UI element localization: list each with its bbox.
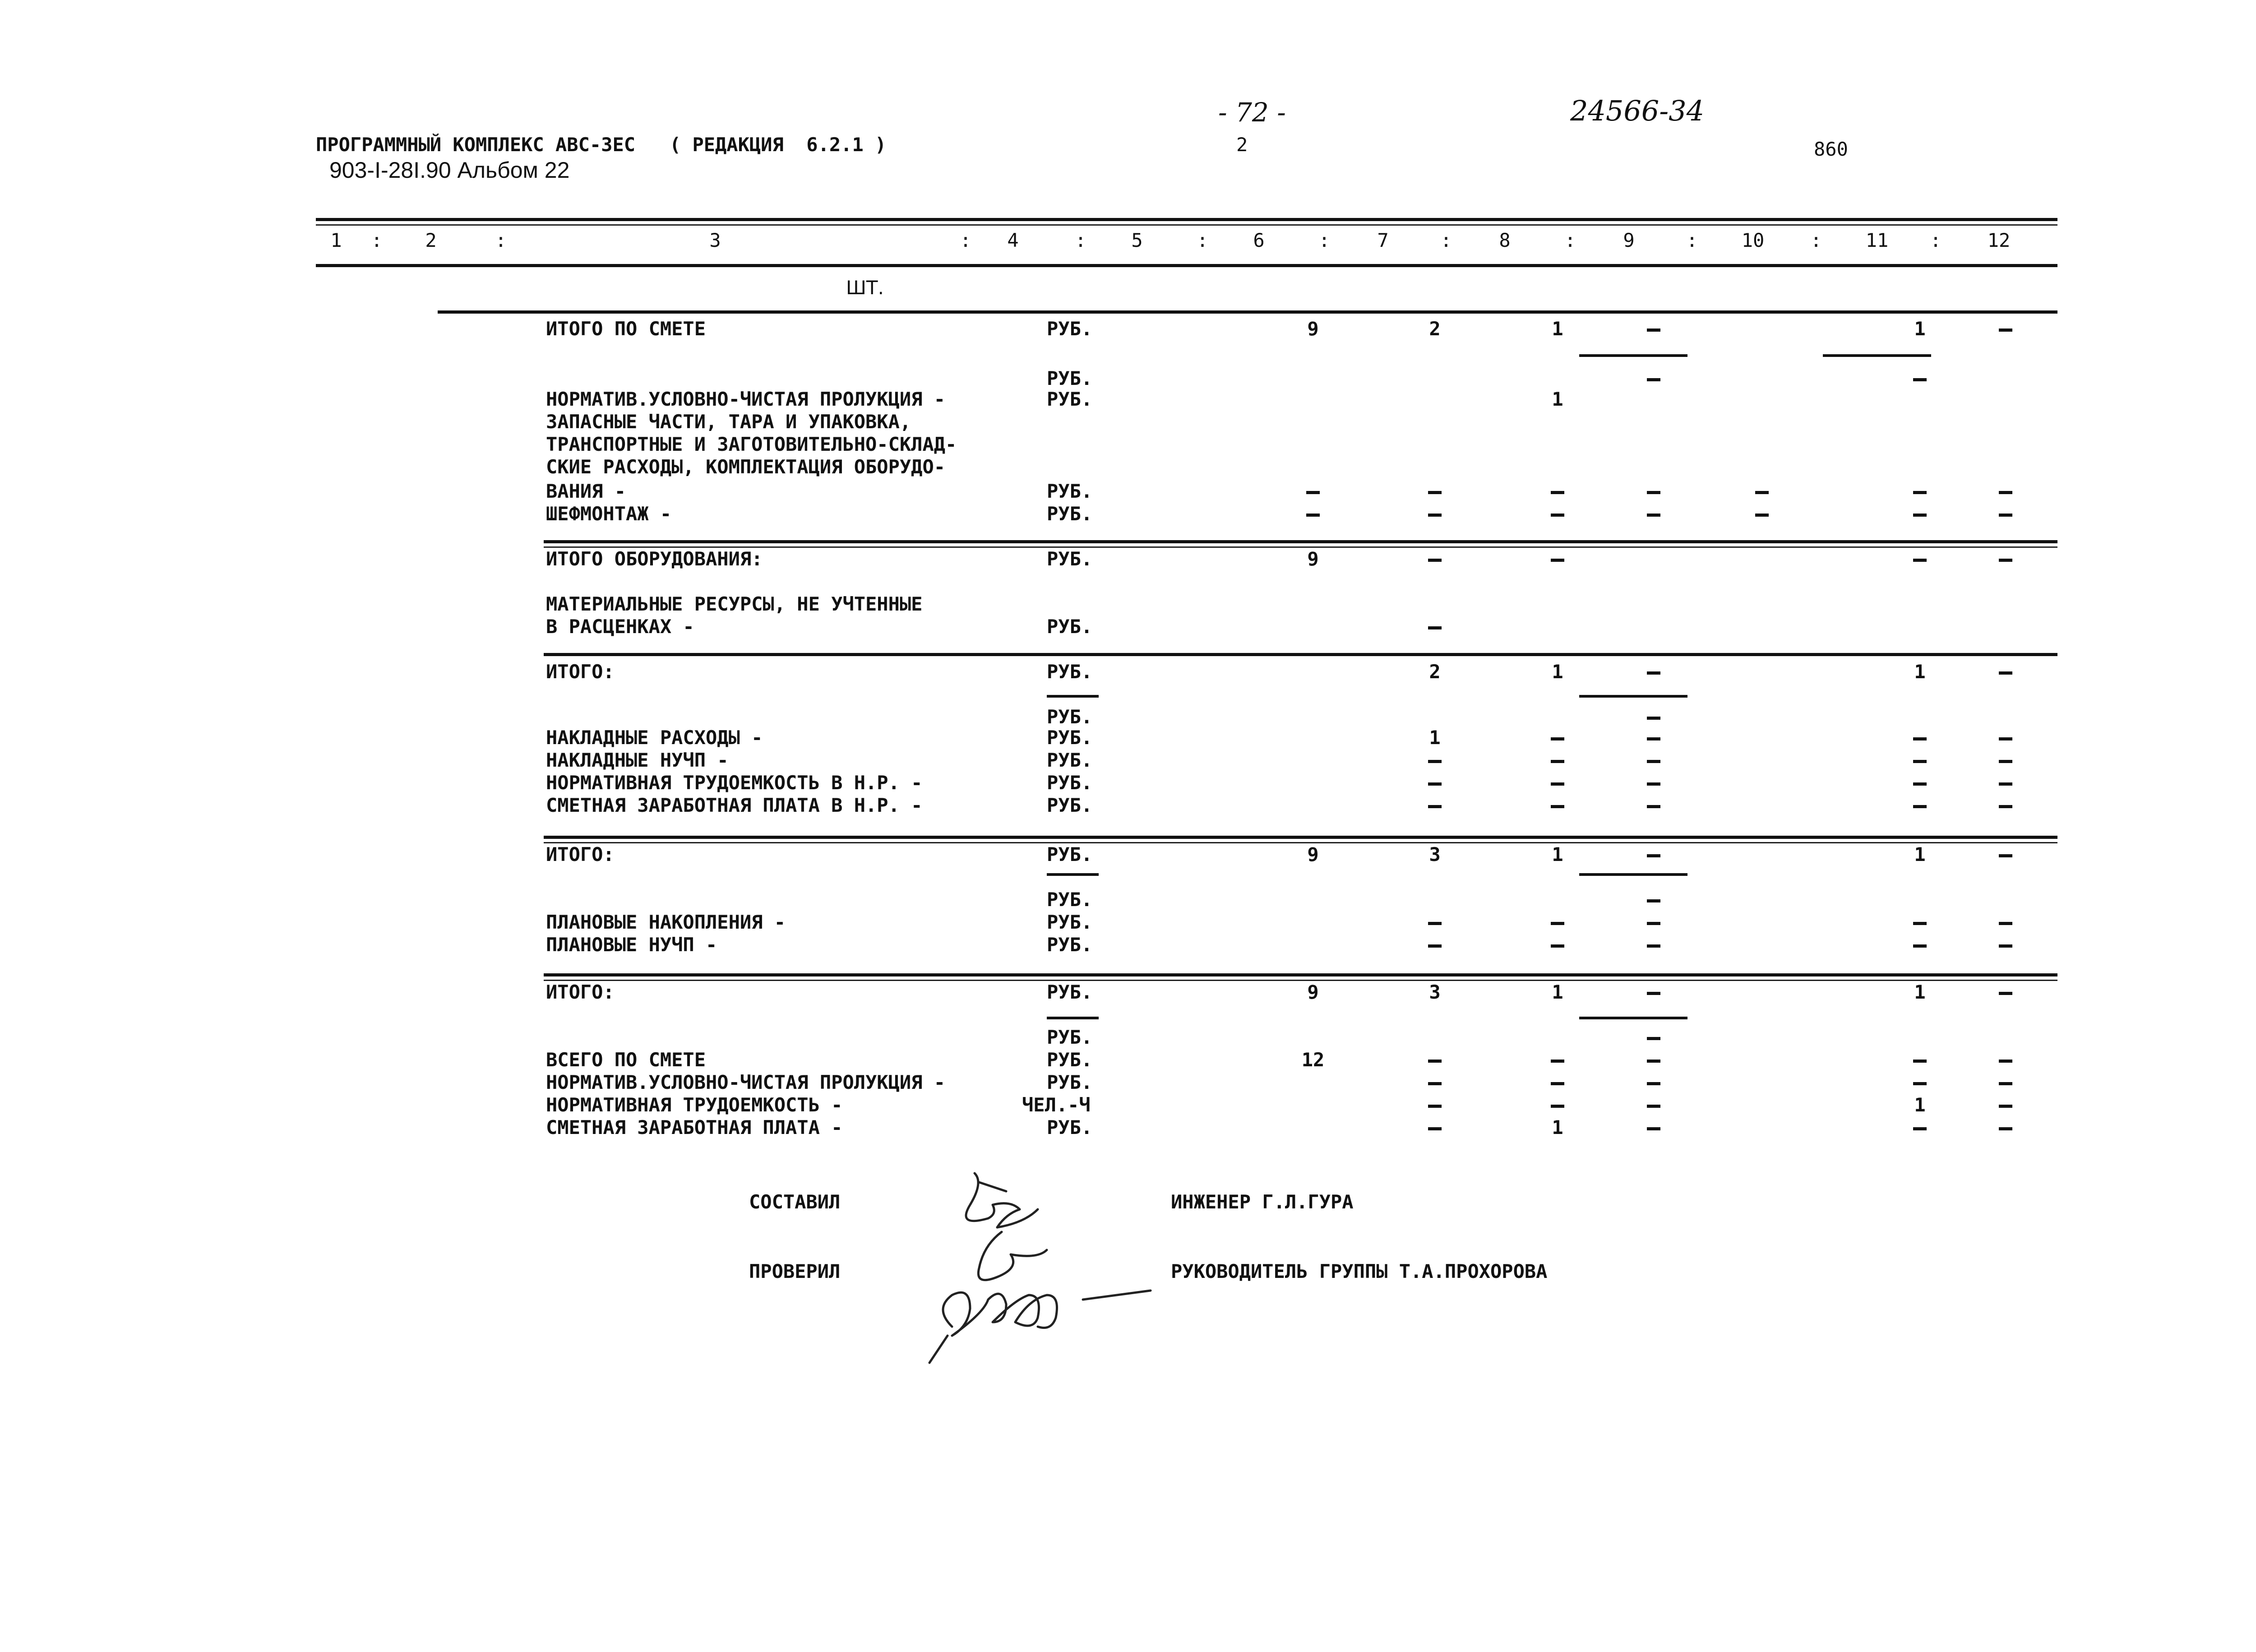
row-label: НОРМАТИВНАЯ ТРУДОЕМКОСТЬ В Н.Р. - xyxy=(546,772,923,794)
cell-dash-col-8 xyxy=(1551,1060,1564,1063)
section-rule-4b xyxy=(544,842,2057,843)
cell-dash-col-8 xyxy=(1551,760,1564,763)
row-unit: РУБ. xyxy=(1047,843,1093,865)
row-unit: РУБ. xyxy=(1047,888,1093,911)
cell-dash-col-7 xyxy=(1428,1105,1442,1108)
total-underline-c11-1 xyxy=(1823,354,1931,357)
compiled-by: ИНЖЕНЕР Г.Л.ГУРА xyxy=(1171,1191,1354,1213)
section-rule-5b xyxy=(544,980,2057,981)
row-unit: РУБ. xyxy=(1047,503,1093,525)
row-unit: РУБ. xyxy=(1047,1116,1093,1138)
column-header-4: 4 xyxy=(1007,229,1019,251)
cell-dash-col-9 xyxy=(1647,805,1660,808)
cell-dash-col-9 xyxy=(1647,922,1660,925)
sheet-number: 2 xyxy=(1236,134,1248,156)
cell-value-col-7: 3 xyxy=(1429,981,1441,1003)
cell-dash-col-8 xyxy=(1551,1105,1564,1108)
row-unit: РУБ. xyxy=(1047,911,1093,933)
row-label: НАКЛАДНЫЕ НУЧП - xyxy=(546,749,729,771)
cell-value-col-11: 1 xyxy=(1914,1094,1926,1116)
section-rule-2b xyxy=(544,546,2057,548)
checked-by: РУКОВОДИТЕЛЬ ГРУППЫ Т.А.ПРОХОРОВА xyxy=(1171,1260,1548,1282)
cell-dash-col-8 xyxy=(1551,782,1564,786)
cell-dash-col-7 xyxy=(1428,559,1442,562)
cell-value-col-6: 9 xyxy=(1307,318,1319,340)
cell-dash-col-11 xyxy=(1913,1082,1927,1085)
cell-value-col-8: 1 xyxy=(1552,1116,1563,1138)
cell-dash-col-9 xyxy=(1647,992,1660,995)
cell-dash-col-9 xyxy=(1647,378,1660,381)
cell-dash-col-11 xyxy=(1913,737,1927,740)
cell-dash-col-12 xyxy=(1999,559,2012,562)
section-rule-4 xyxy=(544,836,2057,839)
cell-dash-col-11 xyxy=(1913,378,1927,381)
cell-dash-col-9 xyxy=(1647,671,1660,675)
cell-dash-col-8 xyxy=(1551,944,1564,948)
cell-dash-col-12 xyxy=(1999,329,2012,332)
cell-value-col-11: 1 xyxy=(1914,981,1926,1003)
row-label: ПЛАНОВЫЕ НУЧП - xyxy=(546,934,717,956)
column-separator: : xyxy=(960,229,971,251)
row-unit: РУБ. xyxy=(1047,749,1093,771)
cell-value-col-8: 1 xyxy=(1552,981,1563,1003)
column-separator: : xyxy=(371,229,383,251)
cell-value-col-11: 1 xyxy=(1914,318,1926,340)
cell-value-col-7: 2 xyxy=(1429,318,1441,340)
cell-dash-col-11 xyxy=(1913,760,1927,763)
row-unit: ЧЕЛ.-Ч xyxy=(1022,1094,1091,1116)
cell-dash-col-12 xyxy=(1999,1082,2012,1085)
cell-dash-col-12 xyxy=(1999,671,2012,675)
row-unit: РУБ. xyxy=(1047,388,1093,410)
cell-dash-col-9 xyxy=(1647,491,1660,494)
cell-dash-col-9 xyxy=(1647,1037,1660,1040)
cell-dash-col-7 xyxy=(1428,1060,1442,1063)
row-label: ИТОГО: xyxy=(546,981,615,1003)
cell-dash-col-12 xyxy=(1999,514,2012,517)
cell-dash-col-8 xyxy=(1551,491,1564,494)
column-header-7: 7 xyxy=(1377,229,1389,251)
row-label: ИТОГО: xyxy=(546,661,615,683)
row-label: НОРМАТИВНАЯ ТРУДОЕМКОСТЬ - xyxy=(546,1094,843,1116)
section-rule-1 xyxy=(438,310,2057,314)
row-label: ИТОГО ПО СМЕТЕ xyxy=(546,318,706,340)
cell-dash-col-9 xyxy=(1647,329,1660,332)
row-label: МАТЕРИАЛЬНЫЕ РЕСУРСЫ, НЕ УЧТЕННЫЕ xyxy=(546,593,923,615)
row-label: ЗАПАСНЫЕ ЧАСТИ, ТАРА И УПАКОВКА, xyxy=(546,411,911,433)
cell-dash-col-9 xyxy=(1647,514,1660,517)
cell-dash-col-11 xyxy=(1913,1127,1927,1130)
cell-dash-col-9 xyxy=(1647,1127,1660,1130)
cell-dash-col-7 xyxy=(1428,805,1442,808)
cell-dash-col-11 xyxy=(1913,922,1927,925)
column-header-8: 8 xyxy=(1499,229,1511,251)
cell-dash-col-7 xyxy=(1428,782,1442,786)
cell-value-col-7: 1 xyxy=(1429,727,1441,749)
cell-dash-col-7 xyxy=(1428,514,1442,517)
row-unit: РУБ. xyxy=(1047,615,1093,638)
column-header-1: 1 xyxy=(330,229,342,251)
total-underline-c9-1 xyxy=(1579,354,1687,357)
row-label: В РАСЦЕНКАХ - xyxy=(546,615,694,638)
row-unit: РУБ. xyxy=(1047,772,1093,794)
cell-dash-col-10 xyxy=(1755,514,1769,517)
handwritten-signatures xyxy=(902,1164,1182,1372)
program-line: ПРОГРАММНЫЙ КОМПЛЕКС АВС-3ЕС ( РЕДАКЦИЯ 6.2.1 ) xyxy=(316,134,887,156)
column-header-10: 10 xyxy=(1741,229,1765,251)
cell-value-col-8: 1 xyxy=(1552,843,1563,865)
cell-value-col-11: 1 xyxy=(1914,661,1926,683)
column-header-3: 3 xyxy=(709,229,721,251)
cell-dash-col-12 xyxy=(1999,854,2012,857)
cell-value-col-6: 9 xyxy=(1307,843,1319,865)
cell-dash-col-8 xyxy=(1551,514,1564,517)
cell-value-col-8: 1 xyxy=(1552,661,1563,683)
row-label: ТРАНСПОРТНЫЕ И ЗАГОТОВИТЕЛЬНО-СКЛАД- xyxy=(546,433,957,455)
cell-dash-col-7 xyxy=(1428,1082,1442,1085)
cell-dash-col-8 xyxy=(1551,737,1564,740)
row-unit: РУБ. xyxy=(1047,794,1093,816)
row-label: СКИЕ РАСХОДЫ, КОМПЛЕКТАЦИЯ ОБОРУДО- xyxy=(546,456,946,478)
row-label: ШЕФМОНТАЖ - xyxy=(546,503,672,525)
cell-dash-col-9 xyxy=(1647,737,1660,740)
row-unit: РУБ. xyxy=(1047,1071,1093,1093)
cell-dash-col-10 xyxy=(1755,491,1769,494)
cell-dash-col-7 xyxy=(1428,1127,1442,1130)
cell-dash-col-11 xyxy=(1913,559,1927,562)
row-unit: РУБ. xyxy=(1047,367,1093,389)
row-unit: РУБ. xyxy=(1047,318,1093,340)
cell-dash-col-9 xyxy=(1647,1060,1660,1063)
row-unit: РУБ. xyxy=(1047,661,1093,683)
row-unit: РУБ. xyxy=(1047,480,1093,502)
row-unit: РУБ. xyxy=(1047,727,1093,749)
album-reference: 903-I-28I.90 Альбом 22 xyxy=(329,157,570,183)
row-unit: РУБ. xyxy=(1047,934,1093,956)
cell-dash-col-9 xyxy=(1647,717,1660,720)
cell-dash-col-7 xyxy=(1428,760,1442,763)
row-label: НОРМАТИВ.УСЛОВНО-ЧИСТАЯ ПРОЛУКЦИЯ - xyxy=(546,388,946,410)
cell-dash-col-11 xyxy=(1913,491,1927,494)
column-separator: : xyxy=(1318,229,1330,251)
section-rule-2 xyxy=(544,540,2057,543)
cell-dash-col-8 xyxy=(1551,805,1564,808)
cell-dash-col-9 xyxy=(1647,760,1660,763)
cell-dash-col-12 xyxy=(1999,760,2012,763)
column-header-6: 6 xyxy=(1253,229,1265,251)
cell-dash-col-12 xyxy=(1999,922,2012,925)
cell-value-col-7: 2 xyxy=(1429,661,1441,683)
cell-value-col-8: 1 xyxy=(1552,388,1563,410)
sheet-code: 860 xyxy=(1814,138,1848,160)
cell-dash-col-9 xyxy=(1647,944,1660,948)
header-bottom-rule xyxy=(316,264,2057,267)
cell-dash-col-9 xyxy=(1647,1082,1660,1085)
cell-dash-col-11 xyxy=(1913,782,1927,786)
cell-dash-col-7 xyxy=(1428,626,1442,629)
cell-value-col-6: 9 xyxy=(1307,548,1319,570)
row-unit: РУБ. xyxy=(1047,1049,1093,1071)
cell-dash-col-6 xyxy=(1306,514,1320,517)
unit-underline-2 xyxy=(1047,695,1099,698)
cell-dash-col-8 xyxy=(1551,559,1564,562)
column-separator: : xyxy=(1686,229,1698,251)
cell-dash-col-8 xyxy=(1551,1082,1564,1085)
row-unit: РУБ. xyxy=(1047,548,1093,570)
column-separator: : xyxy=(1440,229,1452,251)
column-separator: : xyxy=(495,229,507,251)
cell-dash-col-8 xyxy=(1551,922,1564,925)
cell-dash-col-12 xyxy=(1999,491,2012,494)
section-rule-3 xyxy=(544,653,2057,656)
cell-dash-col-9 xyxy=(1647,1105,1660,1108)
cell-dash-col-12 xyxy=(1999,1105,2012,1108)
cell-dash-col-11 xyxy=(1913,1060,1927,1063)
column-header-11: 11 xyxy=(1865,229,1889,251)
cell-dash-col-6 xyxy=(1306,491,1320,494)
cell-dash-col-12 xyxy=(1999,1060,2012,1063)
cell-dash-col-12 xyxy=(1999,805,2012,808)
cell-dash-col-11 xyxy=(1913,944,1927,948)
column-separator: : xyxy=(1930,229,1942,251)
cell-value-col-8: 1 xyxy=(1552,318,1563,340)
cell-dash-col-7 xyxy=(1428,944,1442,948)
section-rule-5 xyxy=(544,973,2057,976)
cell-dash-col-9 xyxy=(1647,899,1660,902)
unit-label-sht: ШТ. xyxy=(846,277,884,299)
compiled-label: СОСТАВИЛ xyxy=(749,1191,841,1213)
cell-value-col-6: 12 xyxy=(1301,1049,1325,1071)
cell-dash-col-11 xyxy=(1913,805,1927,808)
cell-value-col-6: 9 xyxy=(1307,981,1319,1003)
cell-dash-col-12 xyxy=(1999,992,2012,995)
cell-dash-col-12 xyxy=(1999,737,2012,740)
row-label: ПЛАНОВЫЕ НАКОПЛЕНИЯ - xyxy=(546,911,786,933)
unit-underline-3 xyxy=(1047,873,1099,876)
column-separator: : xyxy=(1810,229,1822,251)
row-label: СМЕТНАЯ ЗАРАБОТНАЯ ПЛАТА - xyxy=(546,1116,843,1138)
cell-dash-col-12 xyxy=(1999,944,2012,948)
column-separator: : xyxy=(1075,229,1086,251)
row-unit: РУБ. xyxy=(1047,1026,1093,1048)
column-header-2: 2 xyxy=(425,229,437,251)
row-unit: РУБ. xyxy=(1047,706,1093,728)
unit-underline-4 xyxy=(1047,1017,1099,1019)
column-separator: : xyxy=(1564,229,1576,251)
column-header-12: 12 xyxy=(1987,229,2011,251)
cell-dash-col-12 xyxy=(1999,1127,2012,1130)
column-separator: : xyxy=(1197,229,1208,251)
cell-value-col-11: 1 xyxy=(1914,843,1926,865)
cell-dash-col-7 xyxy=(1428,491,1442,494)
cell-dash-col-9 xyxy=(1647,854,1660,857)
cell-dash-col-7 xyxy=(1428,922,1442,925)
row-label: ВАНИЯ - xyxy=(546,480,626,502)
column-header-9: 9 xyxy=(1623,229,1635,251)
total-underline-c9-2 xyxy=(1579,695,1687,698)
header-top-rule xyxy=(316,218,2057,221)
header-top-rule-2 xyxy=(316,224,2057,226)
row-label: ВСЕГО ПО СМЕТЕ xyxy=(546,1049,706,1071)
column-header-5: 5 xyxy=(1131,229,1143,251)
cell-dash-col-9 xyxy=(1647,782,1660,786)
total-underline-c9-3 xyxy=(1579,873,1687,876)
checked-label: ПРОВЕРИЛ xyxy=(749,1260,841,1282)
cell-value-col-7: 3 xyxy=(1429,843,1441,865)
row-label: СМЕТНАЯ ЗАРАБОТНАЯ ПЛАТА В Н.Р. - xyxy=(546,794,923,816)
cell-dash-col-12 xyxy=(1999,782,2012,786)
document-code: 24566-34 xyxy=(1570,94,1705,127)
row-label: НАКЛАДНЫЕ РАСХОДЫ - xyxy=(546,727,763,749)
row-unit: РУБ. xyxy=(1047,981,1093,1003)
row-label: НОРМАТИВ.УСЛОВНО-ЧИСТАЯ ПРОЛУКЦИЯ - xyxy=(546,1071,946,1093)
page-number: - 72 - xyxy=(1218,97,1286,128)
row-label: ИТОГО: xyxy=(546,843,615,865)
total-underline-c9-4 xyxy=(1579,1017,1687,1019)
cell-dash-col-11 xyxy=(1913,514,1927,517)
row-label: ИТОГО ОБОРУДОВАНИЯ: xyxy=(546,548,763,570)
